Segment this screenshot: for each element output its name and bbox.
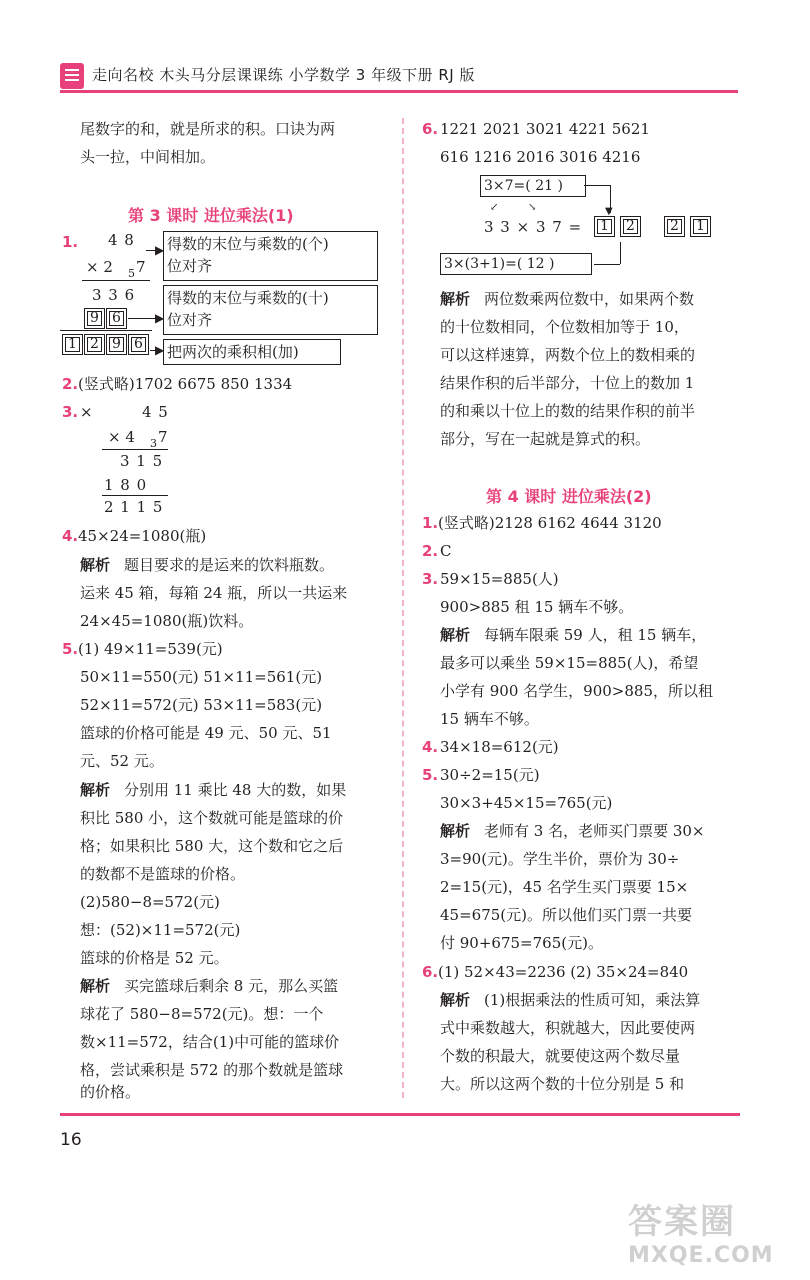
q3-row5: 2 1 1 5 — [104, 498, 164, 516]
r-q6-number: 6. — [422, 120, 439, 138]
q5-analysis1-1: 分别用 11 乘比 48 大的数，如果 — [124, 781, 347, 799]
q1-note-2-line-1: 得数的末位与乘数的(十) — [167, 289, 329, 307]
q3-row4: 1 8 0 — [104, 476, 148, 494]
q3-number: 3. — [62, 403, 79, 421]
header-divider — [60, 90, 738, 93]
q1-line-2 — [60, 330, 152, 331]
r-q6-analysis-6: 部分，写在一起就是算式的积。 — [440, 430, 651, 448]
r4-q5-analysis-2: 3=90(元)。学生半价，票价为 30÷ — [440, 850, 680, 868]
q5-line-1: (1) 49×11=539(元) — [78, 640, 223, 658]
r-q6-expr: 3 3 × 3 7 = — [484, 218, 583, 236]
q1-row2-carry: 5 — [128, 267, 135, 280]
r4-q5-analysis-label: 解析 — [440, 822, 471, 840]
r4-q5-analysis-1: 老师有 3 名，老师买门票要 30× — [484, 822, 705, 840]
r4-q3-analysis-label: 解析 — [440, 626, 471, 644]
q3-row3: 3 1 5 — [120, 452, 164, 470]
r4-q5-number: 5. — [422, 766, 439, 784]
q3-row2: × 4 — [108, 428, 135, 446]
r4-q6-analysis-1: (1)根据乘法的性质可知，乘法算 — [484, 991, 701, 1009]
q1-r5-box-4: 6 — [128, 334, 149, 355]
q1-r5-box-2: 2 — [84, 334, 105, 355]
r4-q3-line-2: 900>885 租 15 辆车不够。 — [440, 598, 634, 616]
q5-analysis2-5: 的价格。 — [80, 1083, 141, 1101]
r4-q3-analysis-4: 15 辆车不够。 — [440, 710, 539, 728]
q5-analysis2-2: 球花了 580−8=572(元)。想：一个 — [80, 1005, 324, 1023]
q4-analysis-label: 解析 — [80, 556, 111, 574]
book-logo-icon — [60, 63, 84, 89]
r4-q3-analysis-1: 每辆车限乘 59 人，租 15 辆车， — [484, 626, 707, 644]
r4-q1-text: (竖式略)2128 6162 4644 3120 — [438, 514, 662, 532]
r-q6-row1: 1221 2021 3021 4221 5621 — [440, 120, 650, 138]
r4-q1-number: 1. — [422, 514, 439, 532]
r-q6-bottom-rise — [620, 242, 621, 264]
section-4-title: 第 4 课时 进位乘法(2) — [486, 487, 652, 506]
r-q6-digit-3: 2 — [664, 216, 685, 237]
q5-line-8: 篮球的价格是 52 元。 — [80, 949, 229, 967]
q3-row2-digit: 7 — [158, 428, 168, 446]
r-q6-digit-2: 2 — [620, 216, 641, 237]
arrow-right-icon: ▶ — [155, 243, 165, 257]
arrow-down-icon: ▼ — [605, 206, 613, 217]
r-q6-bottom-connector — [594, 264, 620, 265]
q5-line-2: 50×11=550(元) 51×11=561(元) — [80, 668, 323, 686]
q5-analysis1-4: 的数都不是篮球的价格。 — [80, 865, 246, 883]
intro-line-1: 尾数字的和，就是所求的积。口诀为两 — [80, 120, 336, 138]
r-q6-box-bottom: 3×(3+1)=( 12 ) — [440, 253, 592, 275]
q5-line-5: 元、52 元。 — [80, 752, 164, 770]
r4-q5-line-2: 30×3+45×15=765(元) — [440, 794, 613, 812]
r4-q5-analysis-3: 2=15(元)，45 名学生买门票要 15× — [440, 878, 689, 896]
r-q6-analysis-1: 两位数乘两位数中，如果两个数 — [484, 290, 695, 308]
arrow-right-icon: ▶ — [155, 343, 165, 357]
r4-q2-text: C — [440, 542, 452, 560]
q1-note-1-line-2: 位对齐 — [167, 257, 213, 275]
r-q6-analysis-4: 结果作积的后半部分，十位上的数加 1 — [440, 374, 695, 392]
section-3-title: 第 3 课时 进位乘法(1) — [128, 206, 294, 225]
watermark-bottom: MXQE.COM — [628, 1243, 774, 1268]
q4-text: 45×24=1080(瓶) — [78, 527, 207, 545]
q5-line-3: 52×11=572(元) 53×11=583(元) — [80, 696, 323, 714]
q1-note-2-line-2: 位对齐 — [167, 311, 213, 329]
q1-line-1 — [82, 280, 150, 281]
r4-q3-analysis-3: 小学有 900 名学生，900>885，所以租 — [440, 682, 713, 700]
q1-row2-digit: 7 — [136, 258, 146, 276]
q2-number: 2. — [62, 375, 79, 393]
q4-analysis-2: 运来 45 箱，每箱 24 瓶，所以一共运来 — [80, 584, 348, 602]
r4-q5-line-1: 30÷2=15(元) — [440, 766, 540, 784]
q5-analysis-label-1: 解析 — [80, 781, 111, 799]
r4-q6-analysis-4: 大。所以这两个数的十位分别是 5 和 — [440, 1075, 685, 1093]
r-q6-box-top: 3×7=( 21 ) — [480, 175, 586, 197]
r-q6-analysis-2: 的十位数相同，个位数相加等于 10， — [440, 318, 689, 336]
q1-note-1 — [163, 231, 378, 281]
r-q6-analysis-3: 可以这样速算，两数个位上的数相乘的 — [440, 346, 696, 364]
intro-line-2: 头一拉，中间相加。 — [80, 148, 216, 166]
r4-q2-number: 2. — [422, 542, 439, 560]
r-q6-digit-1: 1 — [594, 216, 615, 237]
column-divider — [402, 118, 404, 1098]
q5-analysis2-3: 数×11=572，结合(1)中可能的篮球价 — [80, 1033, 340, 1051]
q3-line-1 — [102, 449, 168, 450]
q1-row1: 4 8 — [108, 231, 135, 249]
q3-mark: × — [80, 403, 93, 421]
q1-row2: × 2 — [86, 258, 113, 276]
q3-line-2 — [102, 495, 168, 496]
watermark-top: 答案圈 — [628, 1202, 736, 1242]
q5-analysis1-3: 格；如果积比 580 大，这个数和它之后 — [80, 837, 344, 855]
arrow-right-icon: ▶ — [155, 311, 165, 325]
watermark-logo — [628, 1194, 798, 1274]
r4-q6-analysis-label: 解析 — [440, 991, 471, 1009]
r4-q3-analysis-2: 最多可以乘坐 59×15=885(人)，希望 — [440, 654, 699, 672]
r-q6-analysis-label: 解析 — [440, 290, 471, 308]
r-q6-analysis-5: 的和乘以十位上的数的结果作积的前半 — [440, 402, 696, 420]
q3-row2-carry: 3 — [150, 437, 157, 450]
r4-q4-text: 34×18=612(元) — [440, 738, 559, 756]
r4-q6-text: (1) 52×43=2236 (2) 35×24=840 — [438, 963, 689, 981]
r4-q3-number: 3. — [422, 570, 439, 588]
q5-line-4: 篮球的价格可能是 49 元、50 元、51 — [80, 724, 332, 742]
r4-q5-analysis-4: 45=675(元)。所以他们买门票一共要 — [440, 906, 692, 924]
q5-line-6: (2)580−8=572(元) — [80, 893, 220, 911]
q2-text: (竖式略)1702 6675 850 1334 — [78, 375, 293, 393]
q1-r4-box-1: 9 — [84, 308, 105, 329]
r4-q6-analysis-2: 式中乘数越大，积就越大，因此要使两 — [440, 1019, 696, 1037]
q5-analysis2-1: 买完篮球后剩余 8 元，那么买篮 — [124, 977, 339, 995]
q4-analysis-1: 题目要求的是运来的饮料瓶数。 — [124, 556, 335, 574]
r4-q6-analysis-3: 个数的积最大，就要使这两个数尽量 — [440, 1047, 681, 1065]
q5-analysis-label-2: 解析 — [80, 977, 111, 995]
footer-divider — [60, 1113, 740, 1116]
q4-analysis-3: 24×45=1080(瓶)饮料。 — [80, 612, 254, 630]
q1-r5-box-1: 1 — [62, 334, 83, 355]
q1-note-1-line-1: 得数的末位与乘数的(个) — [167, 235, 329, 253]
q5-line-7: 想：(52)×11=572(元) — [80, 921, 241, 939]
arrow-down-icon: ↙ — [490, 202, 499, 213]
r4-q4-number: 4. — [422, 738, 439, 756]
header-title: 走向名校 木头马分层课课练 小学数学 3 年级下册 RJ 版 — [92, 66, 476, 84]
r4-q5-analysis-5: 付 90+675=765(元)。 — [440, 934, 603, 952]
q3-row1: 4 5 — [142, 403, 169, 421]
page-number: 16 — [60, 1130, 82, 1150]
q1-number: 1. — [62, 233, 79, 251]
r-q6-top-connector — [584, 185, 610, 186]
q1-r5-box-3: 9 — [106, 334, 127, 355]
q5-analysis2-4: 格，尝试乘积是 572 的那个数就是篮球 — [80, 1061, 344, 1079]
r4-q6-number: 6. — [422, 963, 439, 981]
q1-r4-box-2: 6 — [106, 308, 127, 329]
q4-number: 4. — [62, 527, 79, 545]
q1-note-3: 把两次的乘积相(加) — [163, 339, 341, 365]
r-q6-digit-4: 1 — [690, 216, 711, 237]
q5-analysis1-2: 积比 580 小，这个数就可能是篮球的价 — [80, 809, 344, 827]
q1-note-2 — [163, 285, 378, 335]
arrow-down-icon: ↘ — [528, 202, 537, 213]
r4-q3-line-1: 59×15=885(人) — [440, 570, 559, 588]
q1-row3: 3 3 6 — [92, 286, 136, 304]
r-q6-row2: 616 1216 2016 3016 4216 — [440, 148, 641, 166]
q5-number: 5. — [62, 640, 79, 658]
